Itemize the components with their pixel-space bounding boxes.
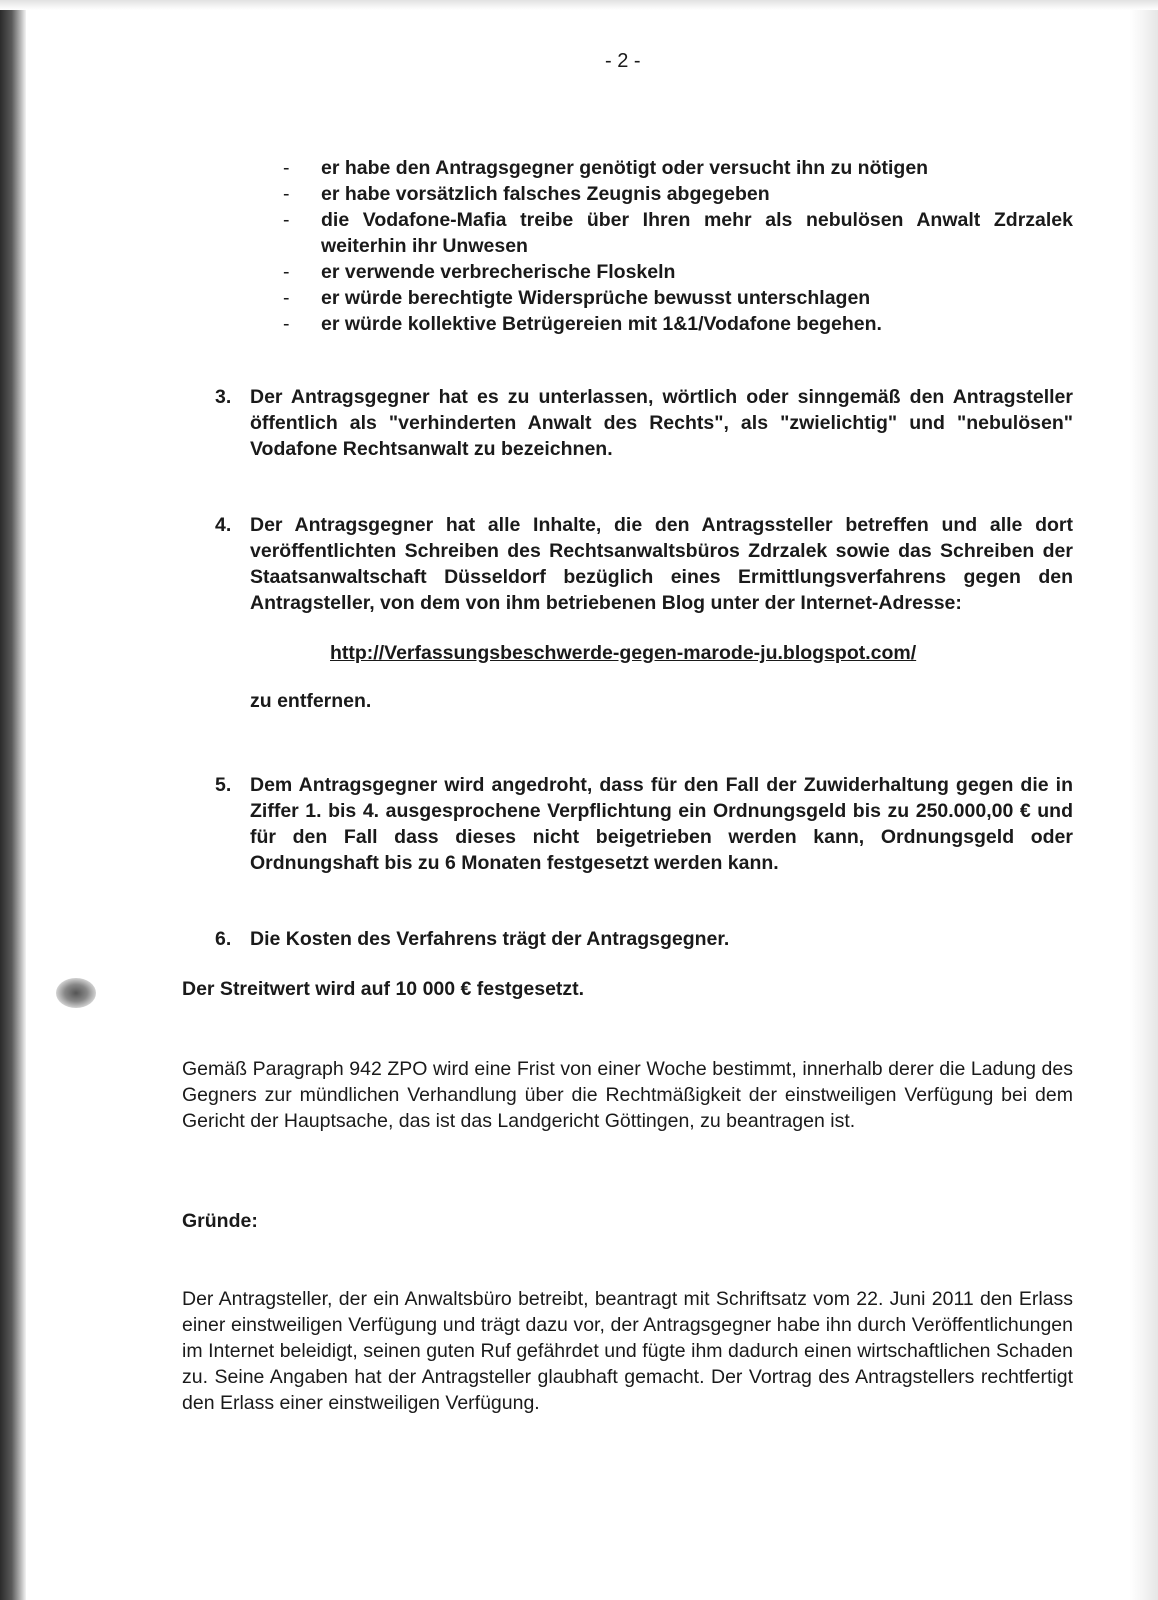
dash-bullet: - [283, 261, 290, 283]
gruende-paragraph: Der Antragsteller, der ein Anwaltsbüro betreibt, beantragt mit Schriftsatz vom 22. Juni 2011 den Erlass einer einstweiligen Verfügung und trägt dazu vor, der Antragsgegner habe ihn durch Veröffentlichungen im Internet beleidigt, seinen guten Ruf gefährdet und fügte ihm dadurch einen wirtschaftlichen Schaden zu. Seine Angaben hat der Antragsteller glaubhaft gemacht. Der Vortrag des Antragstellers rechtfertigt den Erlass einer einstweiligen Verfügung. [182, 1288, 1073, 1414]
item-text: Dem Antragsgegner wird angedroht, dass für den Fall der Zuwiderhaltung gegen die in Ziffer 1. bis 4. ausgesprochene Verpflichtung ein Ordnungsgeld bis zu 250.000,00 € und für den Fall dass dieses nicht beigetrieben werden kann, Ordnungsgeld oder Ordnungshaft bis zu 6 Monaten festgesetzt werden kann. [250, 774, 1073, 874]
dash-bullet: - [283, 183, 290, 205]
frist-paragraph: Gemäß Paragraph 942 ZPO wird eine Frist von einer Woche bestimmt, innerhalb derer die Ladung des Gegners zur mündlichen Verhandlung über die Rechtmäßigkeit der einstweiligen Verfügung bei dem Gericht der Hauptsache, das ist das Landgericht Göttingen, zu beantragen ist. [182, 1058, 1073, 1132]
punch-hole [56, 978, 96, 1008]
dash-bullet: - [283, 157, 290, 179]
numbered-item-4 [215, 512, 1073, 714]
list-item-text: er würde kollektive Betrügereien mit 1&1/Vodafone begehen. [321, 313, 882, 335]
numbered-item-6 [215, 926, 1073, 952]
scan-shadow-top [0, 0, 1158, 10]
dash-bullet: - [283, 209, 290, 231]
blog-url-link[interactable]: http://Verfassungsbeschwerde-gegen-marode-ju.blogspot.com/ [330, 642, 917, 664]
list-item-text: er würde berechtigte Widersprüche bewusst unterschlagen [321, 287, 871, 309]
list-item [283, 207, 1073, 259]
list-item [283, 259, 1073, 285]
item-number: 4. [215, 514, 232, 536]
gruende-heading: Gründe: [182, 1210, 258, 1232]
dash-bullet: - [283, 287, 290, 309]
item-number: 3. [215, 386, 232, 408]
streitwert-statement: Der Streitwert wird auf 10 000 € festgesetzt. [182, 978, 585, 1000]
scan-shadow-left [0, 0, 26, 1600]
item-number: 5. [215, 774, 232, 796]
list-item-text: er habe vorsätzlich falsches Zeugnis abgegeben [321, 183, 770, 205]
scan-shadow-right [1130, 0, 1158, 1600]
list-item-text: die Vodafone-Mafia treibe über Ihren mehr als nebulösen Anwalt Zdrzalek weiterhin ihr Unwesen [321, 209, 1073, 257]
list-item-text: er habe den Antragsgegner genötigt oder versucht ihn zu nötigen [321, 157, 929, 179]
numbered-item-5 [215, 772, 1073, 876]
item-closing-text: zu entfernen. [250, 690, 372, 712]
list-item [283, 155, 1073, 181]
page-number: - 2 - [605, 50, 641, 72]
dash-list [283, 155, 1073, 337]
url-wrapper [250, 640, 1073, 666]
item-number: 6. [215, 928, 232, 950]
item-text: Der Antragsgegner hat es zu unterlassen, wörtlich oder sinngemäß den Antragsteller öffentlich als "verhinderten Anwalt des Rechts", als "zwielichtig" und "nebulösen" Vodafone Rechtsanwalt zu bezeichnen. [250, 386, 1073, 460]
numbered-item-3 [215, 384, 1073, 462]
list-item [283, 311, 1073, 337]
list-item-text: er verwende verbrecherische Floskeln [321, 261, 676, 283]
list-item [283, 285, 1073, 311]
list-item [283, 181, 1073, 207]
item-text: Der Antragsgegner hat alle Inhalte, die den Antragssteller betreffen und alle dort veröffentlichten Schreiben des Rechtsanwaltsbüros Zdrzalek sowie das Schreiben der Staatsanwaltschaft Düsseldorf bezüglich eines Ermittlungsverfahrens gegen den Antragsteller, von dem von ihm betriebenen Blog unter der Internet-Adresse: [250, 514, 1073, 614]
item-text: Die Kosten des Verfahrens trägt der Antragsgegner. [250, 928, 730, 950]
dash-bullet: - [283, 313, 290, 335]
